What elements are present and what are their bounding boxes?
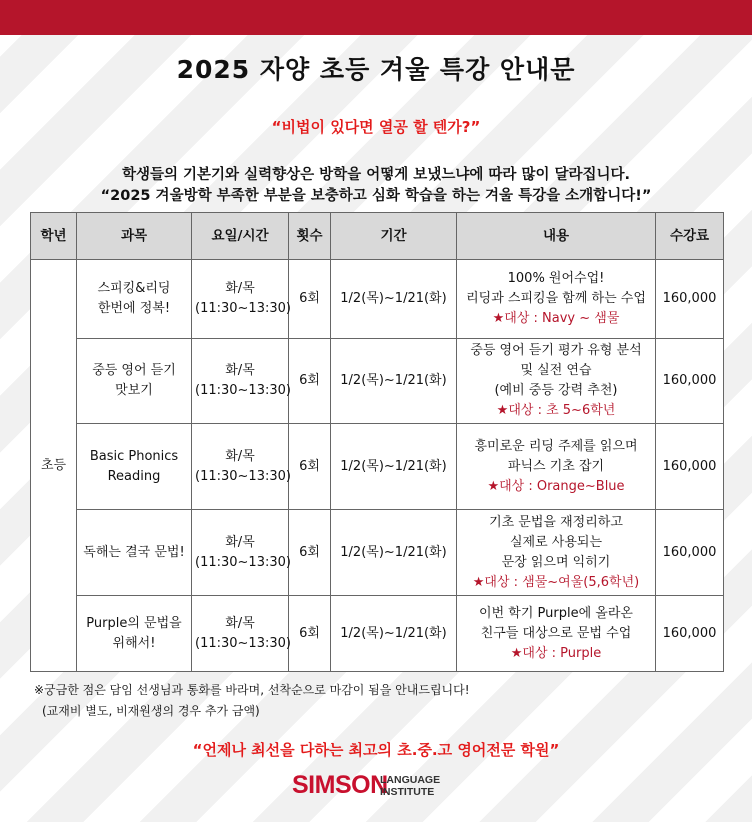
logo-wordmark: SIMSON	[292, 771, 388, 799]
content-line: 중등 영어 듣기 평가 유형 분석	[470, 343, 642, 358]
fee-cell: 160,000	[656, 510, 724, 596]
subject-line: Basic Phonics	[89, 448, 179, 464]
period-cell: 1/2(목)~1/21(화)	[331, 260, 457, 339]
content-line: 기초 문법을 재정리하고	[489, 514, 623, 530]
tagline: “비법이 있다면 열공 할 텐가?”	[271, 118, 481, 136]
count-cell: 6회	[289, 510, 331, 596]
period-cell: 1/2(목)~1/21(화)	[331, 596, 457, 672]
header-grade: 학년	[31, 213, 77, 260]
schedule-cell	[192, 424, 289, 510]
schedule-cell	[192, 339, 289, 424]
top-banner-bar	[0, 0, 752, 35]
slogan: “언제나 최선을 다하는 최고의 초.중.고 영어전문 학원”	[192, 741, 560, 759]
count-cell: 6회	[289, 424, 331, 510]
period-cell: 1/2(목)~1/21(화)	[331, 424, 457, 510]
content-line: 문장 읽으며 익히기	[501, 554, 611, 570]
page-title: 2025 자양 초등 겨울 특강 안내문	[176, 55, 576, 84]
subject-cell	[77, 339, 192, 424]
subject-line: Purple의 문법을	[86, 615, 182, 631]
header-content: 내용	[457, 213, 656, 260]
content-line: (예비 중등 강력 추천)	[494, 383, 618, 398]
days-text: 화/목	[225, 448, 255, 464]
days-text: 화/목	[225, 534, 255, 550]
table-row	[31, 596, 724, 672]
header-schedule: 요일/시간	[192, 213, 289, 260]
target-line: ★대상 : Navy ~ 샘물	[492, 311, 620, 326]
subject-cell	[77, 260, 192, 339]
table-header-row	[31, 213, 724, 260]
fee-note: (교재비 별도, 비재원생의 경우 추가 금액)	[42, 704, 260, 718]
intro-line-1: 학생들의 기본기와 실력향상은 방학을 어떻게 보냈느냐에 따라 많이 달라집니다.	[121, 167, 631, 183]
content-cell	[457, 510, 656, 596]
target-line: ★대상 : Orange~Blue	[487, 478, 625, 494]
grade-cell: 초등	[31, 260, 77, 672]
intro-line-2: “2025 겨울방학 부족한 부분을 보충하고 심화 학습을 하는 겨울 특강을 소개합니다!”	[100, 188, 652, 204]
subject-line: 한번에 정복!	[97, 301, 171, 316]
table-row	[31, 260, 724, 339]
table-row	[31, 510, 724, 596]
subject-line: 스피킹&리딩	[97, 281, 171, 296]
logo-subtitle-2: INSTITUTE	[380, 786, 435, 798]
time-text: (11:30~13:30)	[195, 635, 291, 651]
count-cell: 6회	[289, 596, 331, 672]
fee-cell: 160,000	[656, 260, 724, 339]
time-text: (11:30~13:30)	[195, 554, 291, 570]
days-text: 화/목	[225, 615, 255, 631]
header-count: 횟수	[289, 213, 331, 260]
content-cell	[457, 596, 656, 672]
target-line: ★대상 : 초 5~6학년	[496, 403, 616, 418]
count-cell: 6회	[289, 339, 331, 424]
subject-line: Reading	[107, 468, 161, 484]
notice-text: ※궁금한 점은 담임 선생님과 통화를 바라며, 선착순으로 마감이 됨을 안내드립니다!	[34, 683, 470, 697]
schedule-cell	[192, 510, 289, 596]
period-cell: 1/2(목)~1/21(화)	[331, 510, 457, 596]
content-line: 리딩과 스피킹을 함께 하는 수업	[466, 291, 646, 306]
days-text: 화/목	[225, 363, 255, 378]
table-row	[31, 339, 724, 424]
header-subject: 과목	[77, 213, 192, 260]
content-line: 100% 원어수업!	[507, 271, 605, 286]
content-line: 흥미로운 리딩 주제를 읽으며	[474, 438, 638, 454]
fee-cell: 160,000	[656, 424, 724, 510]
target-line: ★대상 : 샘물~여울(5,6학년)	[472, 574, 640, 590]
schedule-cell	[192, 596, 289, 672]
subject-cell	[77, 424, 192, 510]
content-cell	[457, 339, 656, 424]
subject-line: 독해는 결국 문법!	[83, 544, 185, 560]
content-line: 이번 학기 Purple에 올라온	[479, 605, 633, 621]
header-fee: 수강료	[656, 213, 724, 260]
time-text: (11:30~13:30)	[195, 383, 291, 398]
subject-cell	[77, 510, 192, 596]
fee-cell: 160,000	[656, 339, 724, 424]
subject-cell	[77, 596, 192, 672]
content-line: 실제로 사용되는	[509, 534, 603, 550]
table-row	[31, 424, 724, 510]
fee-cell: 160,000	[656, 596, 724, 672]
schedule-table	[30, 212, 724, 672]
subject-line: 맛보기	[115, 383, 153, 398]
days-text: 화/목	[225, 281, 255, 296]
content-cell	[457, 424, 656, 510]
content-cell	[457, 260, 656, 339]
time-text: (11:30~13:30)	[195, 301, 291, 316]
header-period: 기간	[331, 213, 457, 260]
content-line: 및 실전 연습	[520, 363, 592, 378]
time-text: (11:30~13:30)	[195, 468, 291, 484]
period-cell: 1/2(목)~1/21(화)	[331, 339, 457, 424]
logo-subtitle-1: LANGUAGE	[380, 774, 441, 786]
subject-line: 중등 영어 듣기	[92, 363, 176, 378]
content-line: 친구들 대상으로 문법 수업	[480, 625, 632, 641]
target-line: ★대상 : Purple	[510, 645, 602, 661]
content-line: 파닉스 기초 잡기	[507, 458, 605, 474]
schedule-cell	[192, 260, 289, 339]
count-cell: 6회	[289, 260, 331, 339]
subject-line: 위해서!	[112, 635, 156, 651]
